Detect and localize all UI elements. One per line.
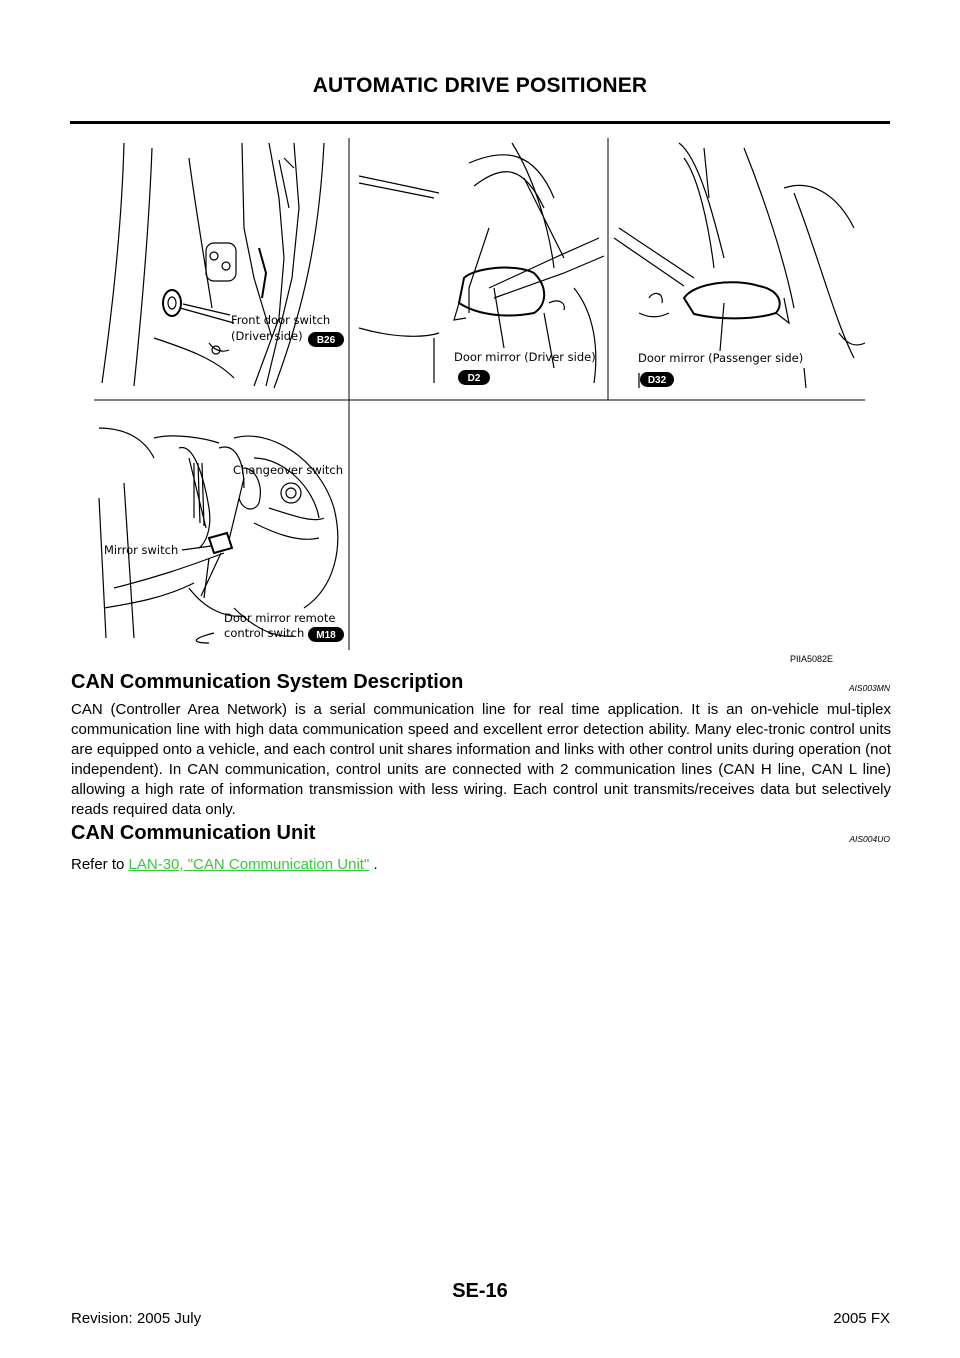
model-year: 2005 FX [833,1310,890,1327]
can-description-body: CAN (Controller Area Network) is a serial communication line for real time application. It is an on-vehicle mul-tiplex communication line with high data communication speed and excellent error detection ability. Many elec-tronic control units are equipped onto a vehicle, and each control unit shares information and links with other control units during operation (not independent). In CAN communication, control units are connected with 2 communication lines (CAN H line, CAN L line) allowing a high rate of information transmission with less wiring. Each control unit transmits/receives data but selectively reads required data only. [71,701,891,818]
panel-door-mirror-driver [359,143,604,383]
connector-d2: D2 [467,373,481,384]
section-title-can-unit: CAN Communication Unit [71,822,316,844]
component-location-figure [94,138,865,650]
connector-d32: D32 [647,375,667,386]
reference-suffix: . [373,856,378,873]
section-title-can-description: CAN Communication System Description [71,671,464,693]
section-code-can-unit: AIS004UO [849,834,890,844]
section-code-can-description: AIS003MN [848,683,890,693]
label-door-mirror-driver: Door mirror (Driver side) [454,350,596,364]
label-changeover-switch: Changeover switch [233,463,344,477]
page-title: AUTOMATIC DRIVE POSITIONER [312,74,648,97]
label-door-mirror-passenger: Door mirror (Passenger side) [638,351,804,365]
header-divider [70,121,890,124]
figure-code: PIIA5082E [790,654,834,664]
connector-m18: M18 [316,630,336,641]
reference-prefix: Refer to [71,856,125,873]
label-mirror-switch: Mirror switch [104,543,179,557]
panel-front-door-switch [102,143,324,388]
label-remote-switch-2: control switch [224,626,305,640]
label-front-door-switch: Front door switch [231,313,331,327]
reference-link-lan-30[interactable]: LAN-30, "CAN Communication Unit" [128,856,370,873]
revision-date: Revision: 2005 July [71,1310,202,1327]
page-number: SE-16 [452,1280,508,1302]
can-unit-reference [71,856,378,873]
label-front-door-switch-side: (Driver side) [231,329,303,343]
label-remote-switch: Door mirror remote [224,611,336,625]
connector-b26: B26 [316,335,336,346]
